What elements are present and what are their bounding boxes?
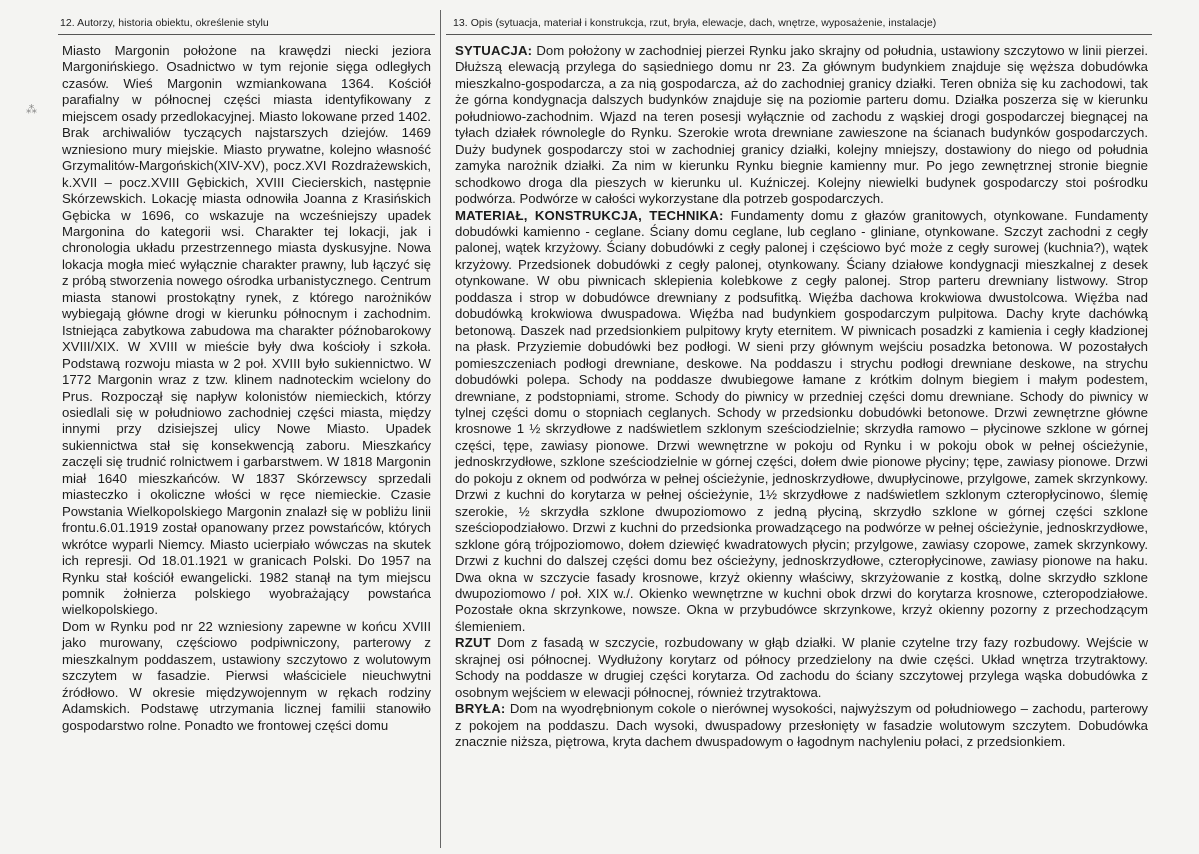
- material-label: MATERIAŁ, KONSTRUKCJA, TECHNIKA:: [455, 207, 724, 223]
- bryla-paragraph: [455, 701, 1148, 750]
- header-rule-left: [58, 34, 435, 35]
- bryla-text: Dom na wyodrębnionym cokole o nierównej wysokości, najwyższym od południowego – zachodu, parterowy z pokojem na poddaszu. Dach wysoki, dwuspadowy przesłonięty w fasadzie wolutowym szczytem. Dobudówka znacznie niższa, piętrowa, kryta dachem dwuspadowym o łagodnym nachyleniu połaci, z przedsionkiem.: [455, 701, 1148, 750]
- history-column: [62, 43, 431, 734]
- rzut-label: RZUT: [455, 635, 491, 651]
- section-12-heading: 12. Autorzy, historia obiektu, określenie stylu: [60, 17, 269, 29]
- section-13-heading: 13. Opis (sytuacja, materiał i konstrukcja, rzut, bryła, elewacje, dach, wnętrze, wyposażenie, instalacje): [453, 17, 937, 29]
- history-paragraph: Miasto Margonin położone na krawędzi niecki jeziora Margonińskiego. Osadnictwo w tym rejonie sięga odległych czasów. Wieś Margonin wzmiankowana 1364. Kościół parafialny w północnej części miasta identyfikowany z miejscem osady przedlokacyjnej. Miasto lokowane przed 1402. Brak archiwaliów tyczących najstarszych dziejów. 1469 wzniesiono mury miejskie. Miasto prywatne, kolejno własność Grzymalitów-Margońskich(XIV-XV), pocz.XVI Rozdrażewskich, k.XVII – pocz.XVIII Gębickich, XVIII Ciecierskich, następnie Skórzewskich. Lokację miasta odnowiła Joanna z Krasińskich Gębicka w 1696, co wskazuje na wcześniejszy upadek Margonina do kategorii wsi. Charakter tej lokacji, jak i chronologia układu przestrzennego miasta dyskusyjne. Nowa lokacja mogła mieć wyłącznie charakter prawny, lub łączyć się z próbą stworzenia nowego ośrodka urbanistycznego. Centrum miasta stanowi prostokątny rynek, z którego narożników wybiegają główne drogi w kierunku północnym i zachodnim. Istniejąca zabytkowa zabudowa ma charakter późnobarokowy XVIII/XIX. W XVIII w mieście były dwa kościoły i szkoła. Podstawą rozwoju miasta w 2 poł. XVIII było sukiennictwo. W 1772 Margonin wraz z tzw. klinem nadnoteckim wcielony do Prus. Rozpoczął się napływ kolonistów niemieckich, którzy osiedlali się w południowo zachodniej części miasta, między innymi przy dzisiejszej ulicy Nowe Miasto. Upadek sukiennictwa stał się konsekwencją zaboru. Mieszkańcy zaczęli się trudnić rolnictwem i garbarstwem. W 1818 Margonin miał 1640 mieszkańców. W 1837 Skórzewscy sprzedali miasteczko i okoliczne włości w ręce niemieckie. Czasie Powstania Wielkopolskiego Margonin znalazł się w pobliżu linii frontu.6.01.1919 został opanowany przez powstańców, których wkrótce wyparli Niemcy. Miasto ucierpiało wówczas na skutek ich represji. Od 18.01.1921 w granicach Polski. Do 1957 na Rynku stał kościół ewangelicki. 1982 stanął na tym miejscu pomnik żołnierza polskiego wyobrażający powstańca wielkopolskiego.: [62, 43, 431, 618]
- house-history-paragraph: Dom w Rynku pod nr 22 wzniesiony zapewne w końcu XVIII jako murowany, częściowo podpiwniczony, parterowy z mieszkalnym poddaszem, ustawiony szczytowo z wolutowym szczytem w fasadzie. Pierwsi właściciele nieuchwytni źródłowo. W okresie międzywojennym w rękach rodziny Adamskich. Podstawę utrzymania licznej familii stanowiło gospodarstwo rolne. Ponadto we frontowej części domu: [62, 618, 431, 733]
- rzut-text: Dom z fasadą w szczycie, rozbudowany w głąb działki. W planie czytelne trzy fazy rozbudowy. Wejście w skrajnej osi północnej. Wydłużony korytarz od północy przedzielony na dwie części. Układ wnętrza trzytraktowy. Schody na poddasze w drugiej części korytarza. Od zachodu do ściany szczytowej przylega wąska dobudówka z osobnym wejściem w elewacji północnej, również trzytraktowa.: [455, 635, 1149, 700]
- sytuacja-label: SYTUACJA:: [455, 43, 533, 58]
- bryla-label: BRYŁA:: [455, 701, 506, 717]
- column-divider: [440, 10, 441, 848]
- rzut-paragraph: [455, 635, 1148, 701]
- description-column: [455, 43, 1148, 750]
- sytuacja-text: Dom położony w zachodniej pierzei Rynku jako skrajny od południa, ustawiony szczytowo w linii pierzei. Dłuższą elewacją przylega do sąsiedniego domu nr 23. Za głównym budynkiem znajduje się węższa dobudówka mieszkalno-gospodarcza, a za nią gospodarcza, aż do zachodniej granicy działki. Teren obniża się ku zachodowi, tak że górna kondygnacja dalszych budynków znajduje się na poziomie parteru domu. Działka poszerza się w kierunku południowo-zachodnim. Wjazd na teren posesji wyłącznie od zachodu z wąskiej drogi gospodarczej biegnącej na tyłach działek równolegle do Rynku. Szerokie wrota drewniane zawieszone na ścianach budynków gospodarczych. Duży budynek gospodarczy stoi w zachodniej granicy działki, kolejny mniejszy, dostawiony do niego od południa zamyka narożnik działki. Za nim w kierunku Rynku biegnie kamienny mur. Po jego zewnętrznej stronie biegnie schodkowo droga dla pieszych w kierunku ul. Kuźniczej. Kolejny niewielki budynek gospodarczy stoi pośrodku podwórza. Podwórze w całości wykorzystane dla potrzeb gospodarczych.: [455, 43, 1148, 207]
- material-paragraph: [455, 208, 1148, 636]
- material-text: Fundamenty domu z głazów granitowych, otynkowane. Fundamenty dobudówki kamienno - ceglane. Ściany domu ceglane, lub ceglano - gliniane, otynkowane. Szczyt zachodni z cegły palonej, wątek krzyżowy. Ściany dobudówki z cegły palonej i częściowo być może z cegły surowej (kuchnia?), wątek krzyżowy. Przedsionek dobudówki z cegły palonej, otynkowany. Ściany działowe kondygnacji mieszkalnej z desek otynkowane. W obu piwnicach sklepienia kolebkowe z cegły palonej. Strop parteru drewniany listwowy. Strop poddasza i strop w dobudówce drewniany z podsufitką. Więźba dachowa krokwiowa dwustolcowa. Więźba nad dobudówką krokwiowa dwuspadowa. Więźba nad budynkiem gospodarczym pulpitowa. Dachy kryte dachówką betonową. Daszek nad przedsionkiem pulpitowy kryty eternitem. W piwnicach posadzki z kamienia i cegły kładzionej na płask. Przyziemie dobudówki bez podłogi. W sieni przy głównym wejściu posadzka betonowa. W pozostałych pomieszczeniach podłogi drewniane, deskowe. Na poddaszu i strychu podłogi drewniane deskowe, na strychu dobudówki polepa. Schody na poddasze dwubiegowe łamane z krótkim dolnym biegiem i małym podestem, drewniane, z podstopniami, strome. Schody do piwnicy w przedniej części domu drewniane. Schody do piwnicy w tylnej części domu o stopniach ceglanych. Schody w przedsionku dobudówki betonowe. Drzwi zewnętrzne główne krosnowe 1 ½ skrzydłowe z nadświetlem szklonym sześciodzielnie; skrzydła ramowo – płycinowe szklone w górnej części, tępe, zawiasy pionowe. Drzwi wewnętrzne w pokoju od Rynku i w pokoju obok w pełnej ościeżynie, jednoskrzydłowe, szklone sześciodzielnie w górnej części, dołem dwie pionowe płyciny; tępe, zawiasy pionowe. Drzwi do pokoju z oknem od podwórza w pełnej ościeżynie, jednoskrzydłowe, dwupłycinowe, przylgowe, zamek skrzynkowy. Drzwi z kuchni do korytarza w pełnej ościeżynie, 1½ skrzydłowe z nadświetlem szklonym czteropłycinowo, ślemię szerokie, ½ skrzydła szklone dwupoziomowo z jedną płyciną, skrzydło szklone w górnej części szklone sześciopodziałowo. Drzwi z kuchni do przedsionka prowadzącego na podwórze w pełnej ościeżynie, jednoskrzydłowe, szklone górą trójpoziomowo, dołem dziewięć kwadratowych płycin; przylgowe, zawiasy czopowe, zamek skrzynkowy. Drzwi z kuchni do dalszej części domu bez ościeżyny, jednoskrzydłowe, czteropłycinowe, zawiasy pionowe na haku. Dwa okna w szczycie fasady krosnowe, krzyż okienny właściwy, skrzyżowanie z kostką, dolne skrzydło szklone dwupoziomowo / poł. XIX w./. Okienko wewnętrzne w kuchni obok drzwi do korytarza krosnowe, czteropodziałowe. Pozostałe okna skrzynkowe, nowsze. Okna w przybudówce skrzynkowe, krzyż okienny pozorny z przechodzącym ślemieniem.: [455, 207, 1148, 634]
- sytuacja-paragraph: [455, 43, 1148, 208]
- scan-mark: ⁂: [26, 104, 37, 116]
- header-rule-right: [446, 34, 1152, 35]
